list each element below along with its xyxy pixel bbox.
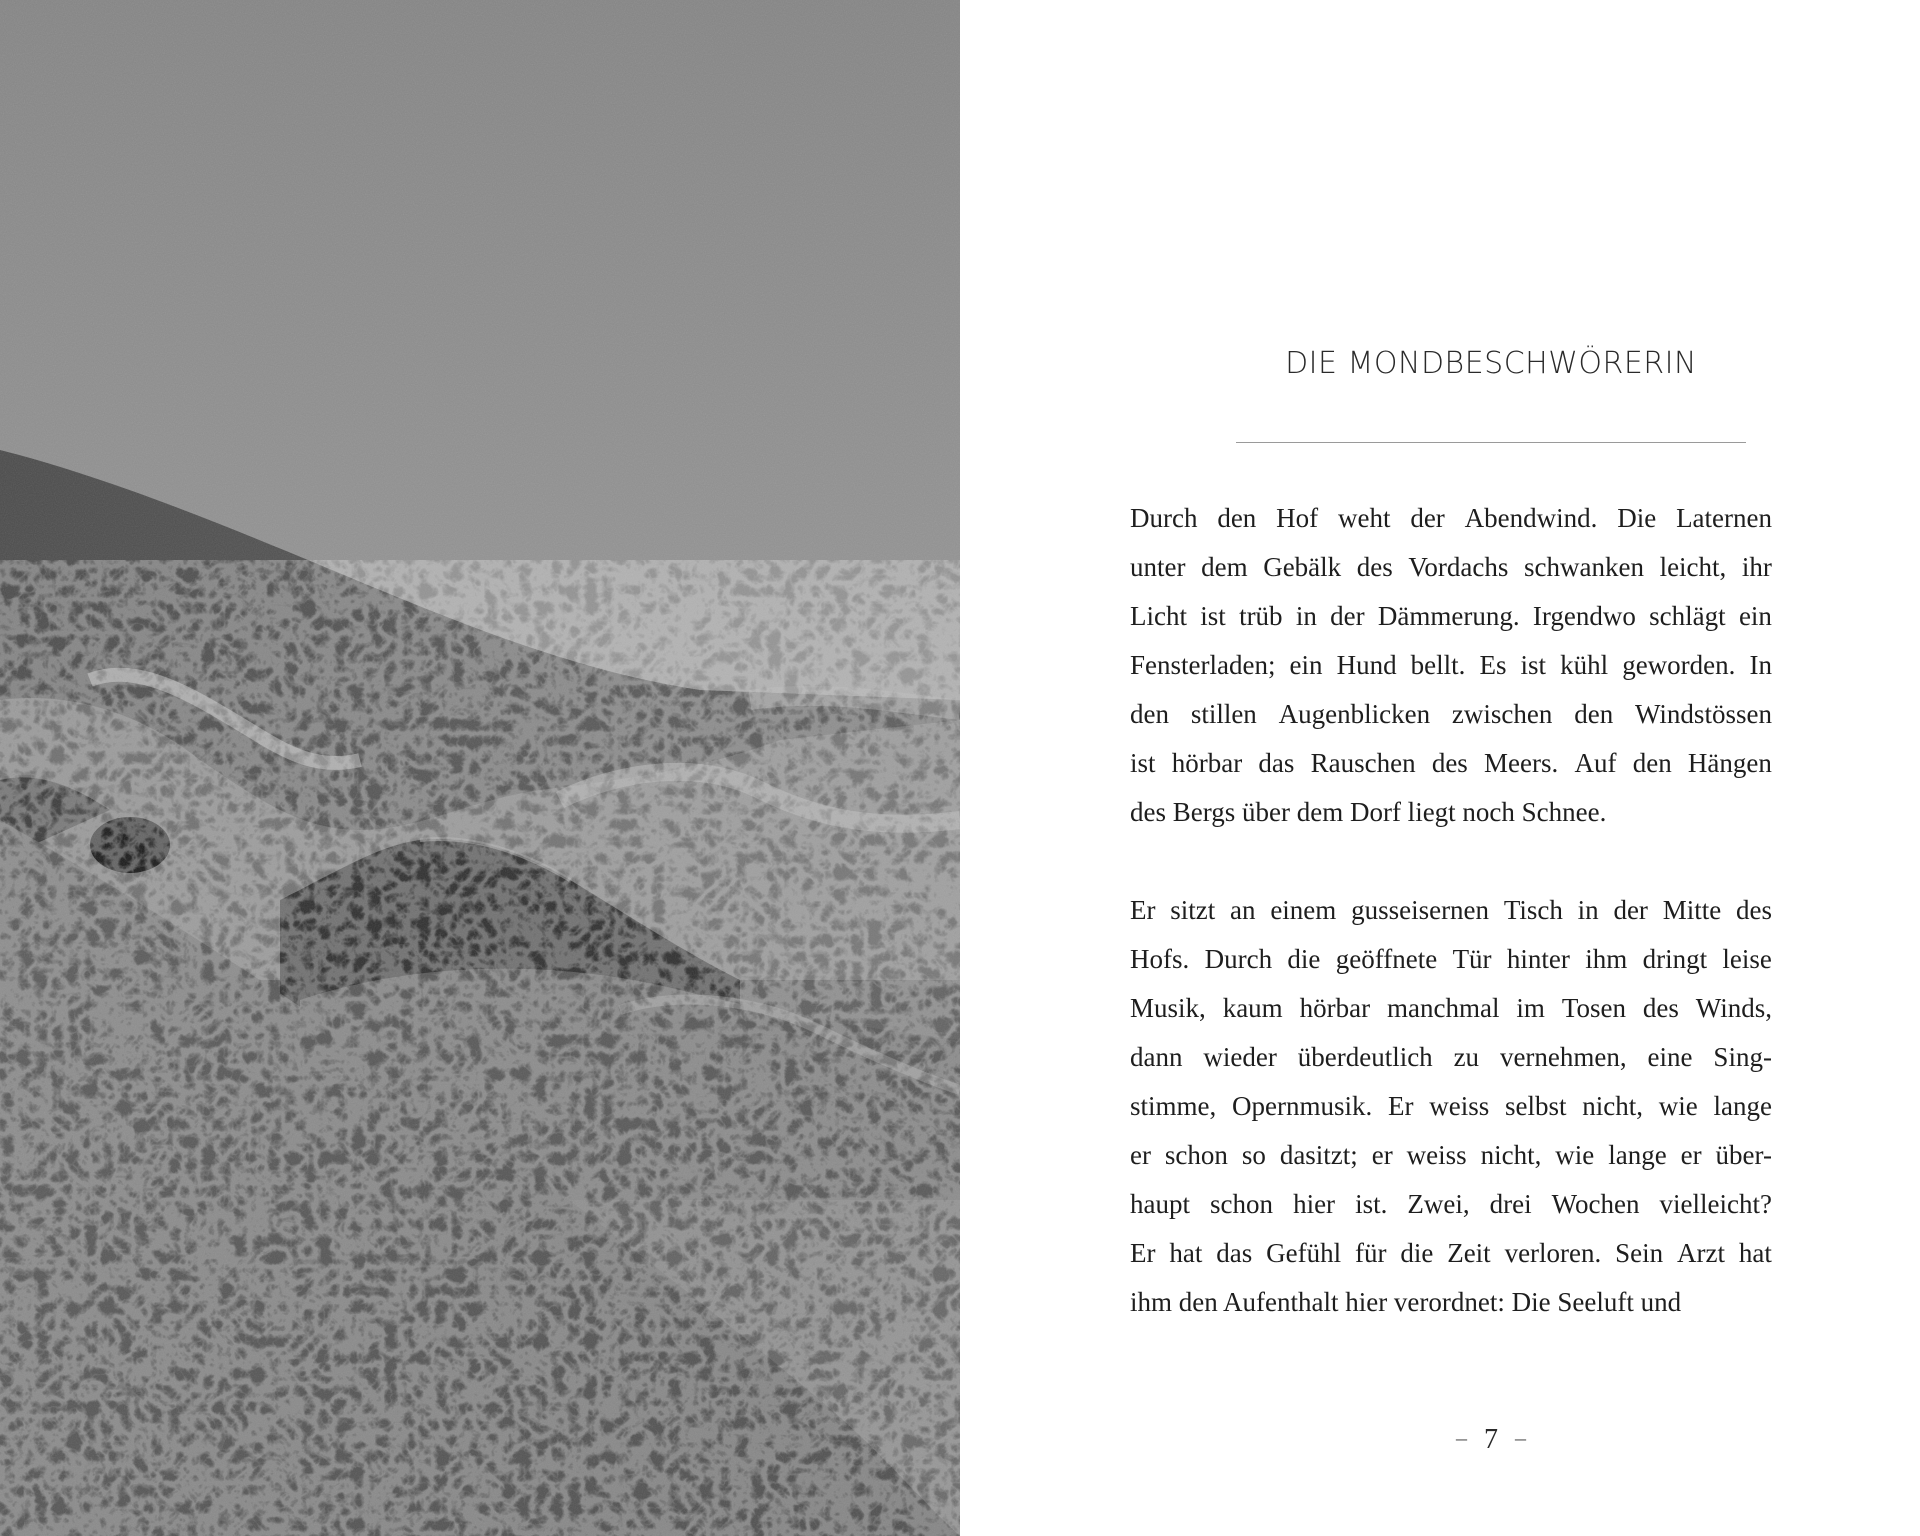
- page-number-dash-right: –: [1515, 1425, 1526, 1450]
- body-text: [1130, 494, 1772, 1376]
- text-line: ihm den Aufenthalt hier verordnet: Die Seeluft und: [1130, 1287, 1682, 1317]
- text-line: Licht ist trüb in der Dämmerung. Irgendwo schlägt ein: [1130, 601, 1772, 631]
- text-line: dann wieder überdeutlich zu vernehmen, eine Sing-: [1130, 1042, 1772, 1072]
- text-line: Hofs. Durch die geöffnete Tür hinter ihm dringt leise: [1130, 944, 1772, 974]
- text-line: Durch den Hof weht der Abendwind. Die Laternen: [1130, 503, 1772, 533]
- page-number-value: 7: [1484, 1424, 1498, 1455]
- text-page: [960, 0, 1920, 1536]
- text-line: des Bergs über dem Dorf liegt noch Schnee.: [1130, 797, 1607, 827]
- text-line: Musik, kaum hörbar manchmal im Tosen des Winds,: [1130, 993, 1772, 1023]
- paragraph: [1130, 886, 1772, 1327]
- text-line: er schon so dasitzt; er weiss nicht, wie lange er über-: [1130, 1140, 1772, 1170]
- text-line: Er hat das Gefühl für die Zeit verloren. Sein Arzt hat: [1130, 1238, 1772, 1268]
- chapter-title: DIE MONDBESCHWÖRERIN: [1285, 346, 1697, 381]
- title-divider: [1236, 442, 1746, 443]
- text-line: den stillen Augenblicken zwischen den Windstössen: [1130, 699, 1772, 729]
- text-line: Fensterladen; ein Hund bellt. Es ist kühl geworden. In: [1130, 650, 1772, 680]
- text-line: stimme, Opernmusik. Er weiss selbst nicht, wie lange: [1130, 1091, 1772, 1121]
- page-number-dash-left: –: [1456, 1425, 1467, 1450]
- text-line: unter dem Gebälk des Vordachs schwanken leicht, ihr: [1130, 552, 1772, 582]
- text-line: ist hörbar das Rauschen des Meers. Auf den Hängen: [1130, 748, 1772, 778]
- page-number: [1380, 1424, 1602, 1456]
- text-line: Er sitzt an einem gusseisernen Tisch in der Mitte des: [1130, 895, 1772, 925]
- paragraph: [1130, 494, 1772, 837]
- text-line: haupt schon hier ist. Zwei, drei Wochen vielleicht?: [1130, 1189, 1772, 1219]
